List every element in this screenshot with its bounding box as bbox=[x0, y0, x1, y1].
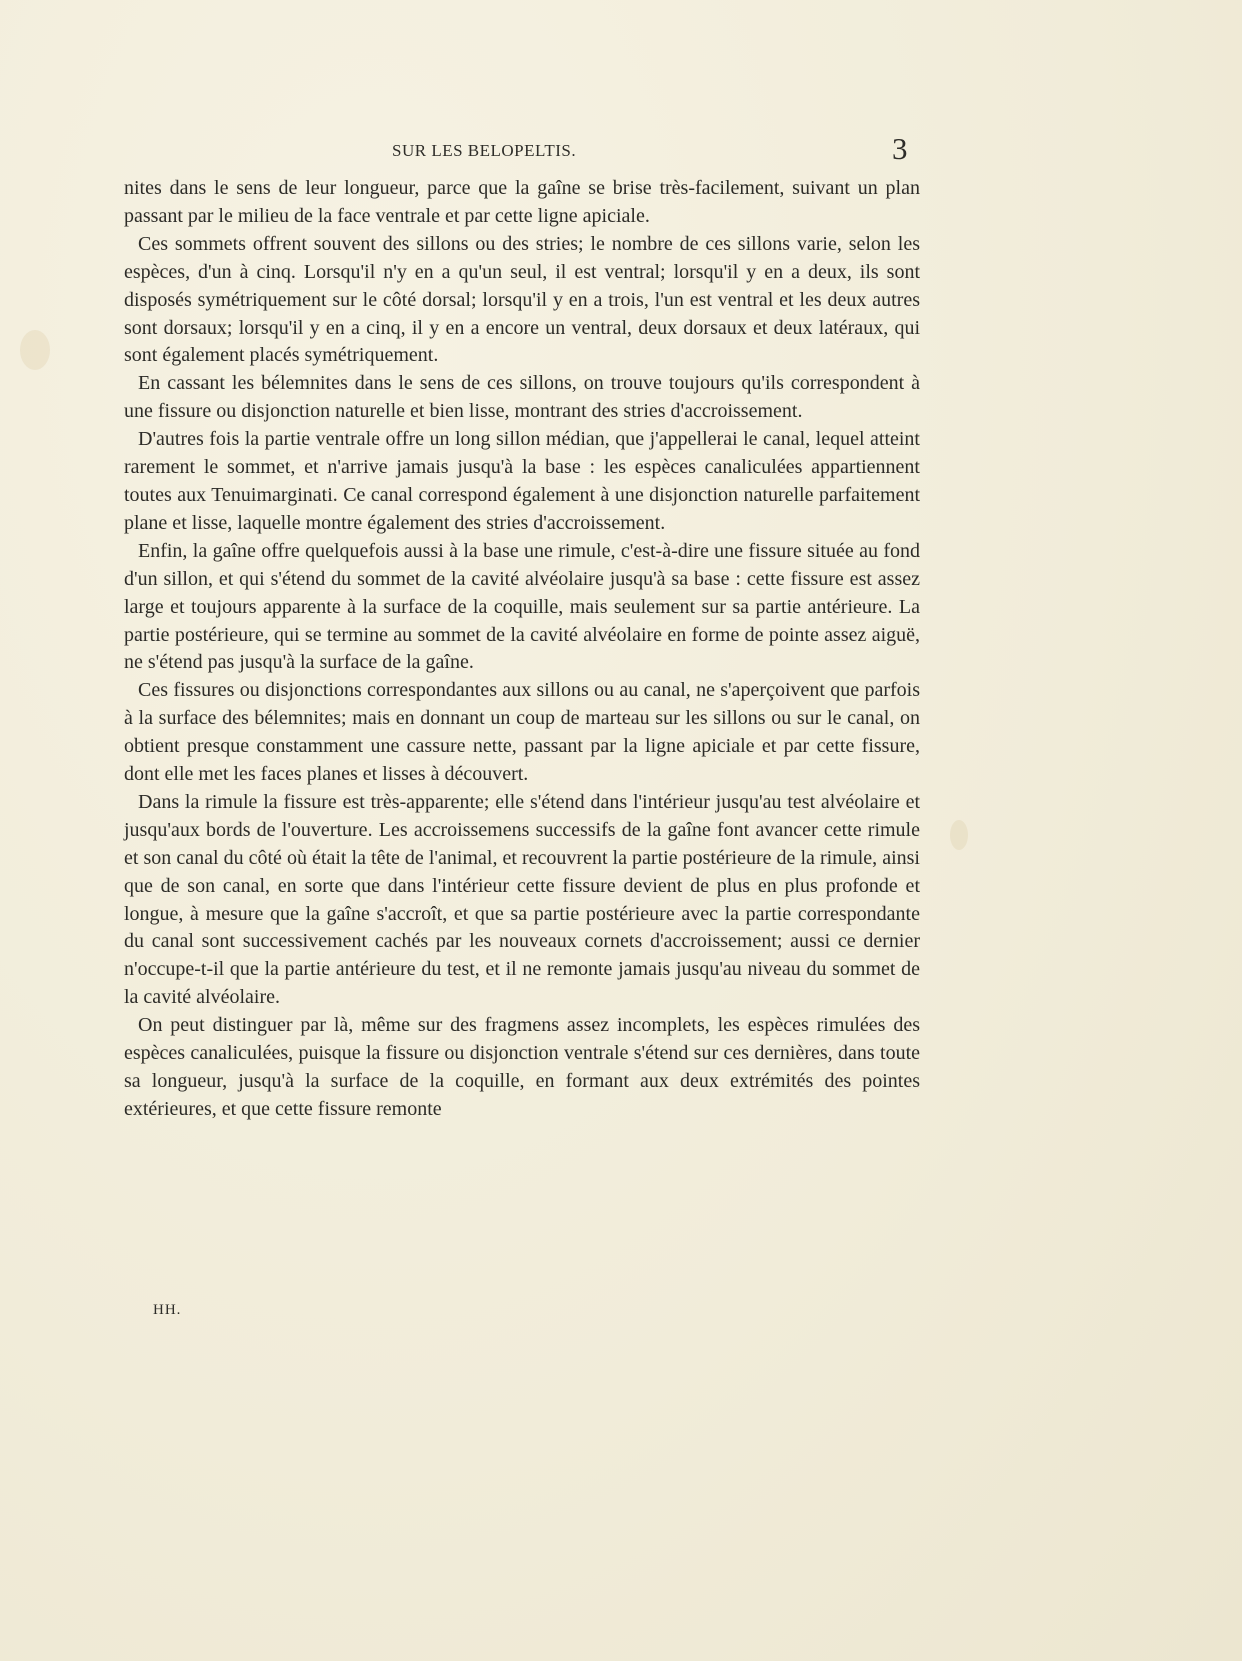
page-number: 3 bbox=[892, 131, 908, 166]
running-head bbox=[0, 131, 1242, 167]
paragraph: nites dans le sens de leur longueur, parce que la gaîne se brise très-facilement, suivant un plan passant par le milieu de la face ventrale et par cette ligne apiciale. bbox=[124, 177, 920, 227]
body-text bbox=[124, 175, 920, 1124]
paragraph: En cassant les bélemnites dans le sens de ces sillons, on trouve toujours qu'ils correspondent à une fissure ou disjonction naturelle et bien lisse, montrant des stries d'accroissement. bbox=[124, 372, 920, 423]
running-title: SUR LES BELOPELTIS. bbox=[392, 141, 577, 160]
paragraph: Dans la rimule la fissure est très-apparente; elle s'étend dans l'intérieur jusqu'au test alvéolaire et jusqu'aux bords de l'ouverture. Les accroissemens successifs de la gaîne font avancer cette rimule et son canal du côté où était la tête de l'animal, et recouvrent la partie postérieure de la rimule, ainsi que de son canal, en sorte que dans l'intérieur cette fissure devient de plus en plus profonde et longue, à mesure que la gaîne s'accroît, et que sa partie postérieure avec la partie correspondante du canal sont successivement cachés par les nouveaux cornets d'accroissement; aussi ce dernier n'occupe-t-il que la partie antérieure du test, et il ne remonte jamais jusqu'au niveau du sommet de la cavité alvéolaire. bbox=[124, 790, 920, 1009]
paragraph: Ces fissures ou disjonctions correspondantes aux sillons ou au canal, ne s'aperçoivent que parfois à la surface des bélemnites; mais en donnant un coup de marteau sur les sillons ou sur le canal, on obtient presque constamment une cassure nette, passant par la ligne apiciale et par cette fissure, dont elle met les faces planes et lisses à découvert. bbox=[124, 679, 920, 786]
signature-mark: HH. bbox=[153, 1302, 182, 1318]
paper-stain bbox=[20, 330, 50, 370]
paragraph: D'autres fois la partie ventrale offre un long sillon médian, que j'appellerai le canal, lequel atteint rarement le sommet, et n'arrive jamais jusqu'à la base : les espèces canaliculées appartiennent toutes aux Tenuimarginati. Ce canal correspond également à une disjonction naturelle parfaitement plane et lisse, laquelle montre également des stries d'accroissement. bbox=[124, 428, 920, 534]
paper-stain bbox=[950, 820, 968, 850]
paragraph: On peut distinguer par là, même sur des fragmens assez incomplets, les espèces rimulées des espèces canaliculées, puisque la fissure ou disjonction ventrale s'étend sur ces dernières, dans toute sa longueur, jusqu'à la surface de la coquille, en formant aux deux extrémités des pointes extérieures, et que cette fissure remonte bbox=[124, 1014, 920, 1120]
paragraph: Enfin, la gaîne offre quelquefois aussi à la base une rimule, c'est-à-dire une fissure située au fond d'un sillon, et qui s'étend du sommet de la cavité alvéolaire jusqu'à sa base : cette fissure est assez large et toujours apparente à la surface de la coquille, mais seulement sur sa partie antérieure. La partie postérieure, qui se termine au sommet de la cavité alvéolaire en forme de pointe assez aiguë, ne s'étend pas jusqu'à la surface de la gaîne. bbox=[124, 539, 920, 674]
paragraph: Ces sommets offrent souvent des sillons ou des stries; le nombre de ces sillons varie, selon les espèces, d'un à cinq. Lorsqu'il n'y en a qu'un seul, il est ventral; lorsqu'il y en a deux, ils sont disposés symétriquement sur le côté dorsal; lorsqu'il y en a trois, l'un est ventral et les deux autres sont dorsaux; lorsqu'il y en a cinq, il y en a encore un ventral, deux dorsaux et deux latéraux, qui sont également placés symétriquement. bbox=[124, 232, 920, 367]
